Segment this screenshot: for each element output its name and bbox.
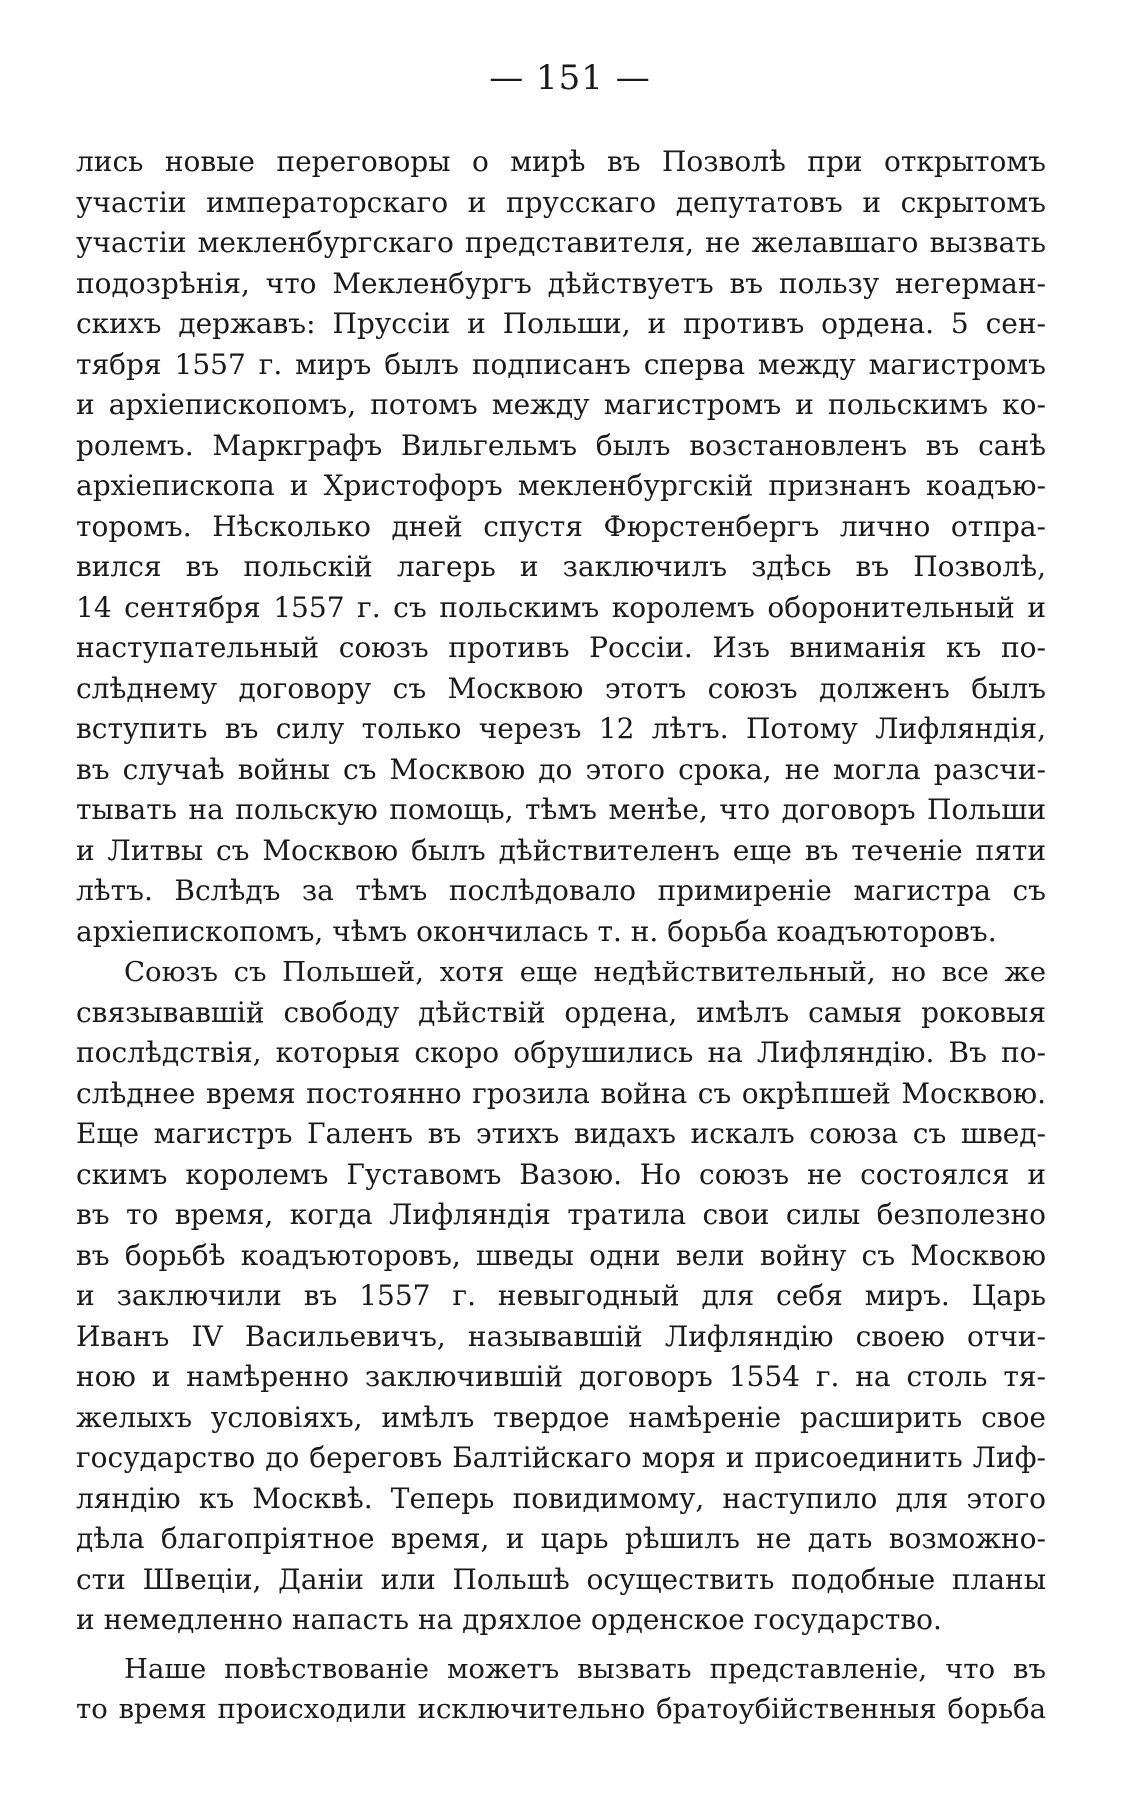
text-line: лись новые переговоры о мирѣ въ Позволѣ при открытомъ [76,145,1046,178]
text-line: въ случаѣ войны съ Москвою до этого срока, не могла разсчи- [76,752,1046,786]
text-line: и архіепископомъ, потомъ между магистромъ и польскимъ ко- [76,388,1046,421]
text-line: скихъ державъ: Пруссіи и Польши, и противъ ордена. 5 сен- [76,307,1046,340]
text-line: Иванъ IV Васильевичъ, называвшій Лифляндію своею отчи- [76,1319,1046,1353]
text-line: ляндію къ Москвѣ. Теперь повидимому, наступило для этого [76,1481,1046,1515]
text-line: участіи императорскаго и прусскаго депутатовъ и скрытомъ [76,185,1046,219]
text-line: архіепископа и Христофоръ мекленбургскій признанъ коадъю- [76,469,1046,502]
paragraph-1 [76,142,1046,952]
text-line: дѣла благопріятное время, и царь рѣшилъ не дать возможно- [76,1522,1046,1555]
text-line: государство до береговъ Балтійскаго моря и присоединить Лиф- [76,1441,1046,1474]
paragraph-3 [76,1649,1046,1730]
text-line: лѣтъ. Вслѣдъ за тѣмъ послѣдовало примиреніе магистра съ [76,874,1046,907]
text-line: слѣднее время постоянно грозила война съ окрѣпшей Москвою. [76,1076,1046,1110]
text-line: тября 1557 г. миръ былъ подписанъ сперва между магистромъ [76,347,1046,381]
text-line: Наше повѣствованіе можетъ вызвать представленіе, что въ [124,1652,1046,1685]
text-line: участіи мекленбургскаго представителя, не желавшаго вызвать [76,226,1046,259]
text-line: вился въ польскій лагерь и заключилъ здѣсь въ Позволѣ, [76,550,1046,583]
text-line: 14 сентября 1557 г. съ польскимъ королемъ оборонительный и [76,590,1046,624]
text-line: архіепископомъ, чѣмъ окончилась т. н. борьба коадъюторовъ. [76,914,997,948]
text-line: сти Швеціи, Даніи или Польшѣ осуществить подобные планы [76,1562,1046,1596]
text-line: и немедленно напасть на дряхлое орденское государство. [76,1603,942,1636]
text-line: желыхъ условіяхъ, имѣлъ твердое намѣреніе расширить свое [76,1400,1046,1434]
text-line: Союзъ съ Польшей, хотя еще недѣйствительный, но все же [124,956,1046,988]
paragraph-gap [76,1641,1046,1649]
text-line: связывавшій свободу дѣйствій ордена, имѣлъ самыя роковыя [76,995,1046,1029]
text-line: тывать на польскую помощь, тѣмъ менѣе, что договоръ Польши [76,793,1046,826]
text-line: подозрѣнія, что Мекленбургъ дѣйствуетъ въ пользу негерман- [76,266,1046,300]
text-line: торомъ. Нѣсколько дней спустя Фюрстенбергъ лично отпра- [76,509,1046,543]
text-line: слѣднему договору съ Москвою этотъ союзъ долженъ былъ [76,671,1046,705]
text-line: Еще магистръ Галенъ въ этихъ видахъ искалъ союза съ швед- [76,1117,1046,1150]
body-text [76,142,1046,1730]
text-line: въ борьбѣ коадъюторовъ, шведы одни вели войну съ Москвою [76,1238,1046,1272]
page-number: — 151 — [489,58,651,98]
text-line: послѣдствія, которыя скоро обрушились на Лифляндію. Въ по- [76,1036,1046,1069]
text-line: наступательный союзъ противъ Россіи. Изъ вниманія къ по- [76,631,1046,664]
text-line: скимъ королемъ Густавомъ Вазою. Но союзъ не состоялся и [76,1157,1046,1191]
text-line: и Литвы съ Москвою былъ дѣйствителенъ еще въ теченіе пяти [76,833,1046,867]
text-line: ролемъ. Маркграфъ Вильгельмъ былъ возстановленъ въ санѣ [76,428,1046,462]
paragraph-2 [76,952,1046,1641]
text-line: ною и намѣренно заключившій договоръ 1554 г. на столь тя- [76,1360,1046,1393]
text-line: то время происходили исключительно братоубійственныя борьба [76,1693,1046,1725]
text-line: и заключили въ 1557 г. невыгодный для себя миръ. Царь [76,1279,1046,1312]
text-line: вступить въ силу только черезъ 12 лѣтъ. Потому Лифляндія, [76,712,1046,745]
text-line: въ то время, когда Лифляндія тратила свои силы безполезно [76,1198,1046,1231]
